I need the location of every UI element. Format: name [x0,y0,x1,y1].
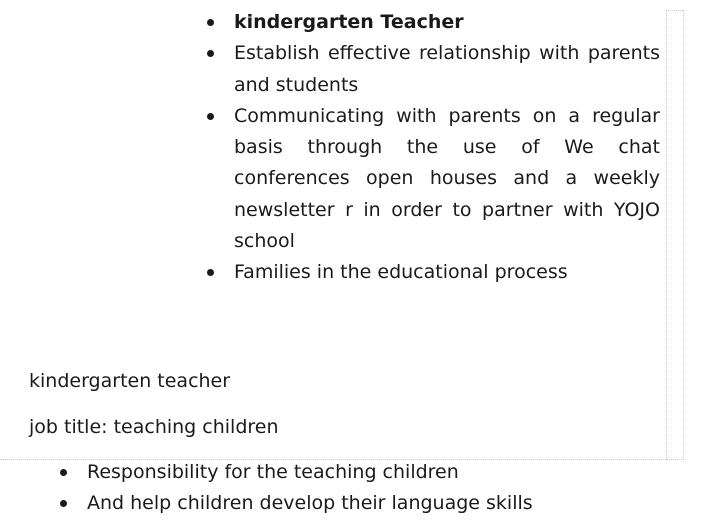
bullet-icon [60,500,67,507]
list-item [234,38,660,101]
list-item [87,488,687,519]
list-item [234,257,660,288]
table-border-right-outer [683,10,684,460]
list-item-text: Families in the educational process [234,261,568,284]
table-border-right-inner [666,10,667,460]
list-item-text: Establish effective relationship with parents and students [234,42,660,96]
list-item [87,457,687,488]
list-item-text: Communicating with parents on a regular basis through the use of We chat conferences open houses and a weekly newsletter r in order to partner with YOJO school [234,104,660,253]
job-title-line: job title: teaching children [29,416,279,438]
table-border-top [666,10,683,11]
list-item-text: Responsibility for the teaching children [87,461,459,483]
bullet-icon [207,50,214,57]
bullet-icon [207,269,214,276]
list-item [234,7,660,38]
list-item-text: And help children develop their language skills [87,492,533,515]
responsibilities-bullet-list [87,457,687,520]
list-item-text: kindergarten Teacher [234,11,464,33]
list-item [234,101,660,257]
role-heading: kindergarten teacher [29,370,231,392]
bullet-icon [207,19,214,26]
bullet-icon [60,469,67,476]
duties-bullet-list [234,7,660,289]
bullet-icon [207,113,214,120]
